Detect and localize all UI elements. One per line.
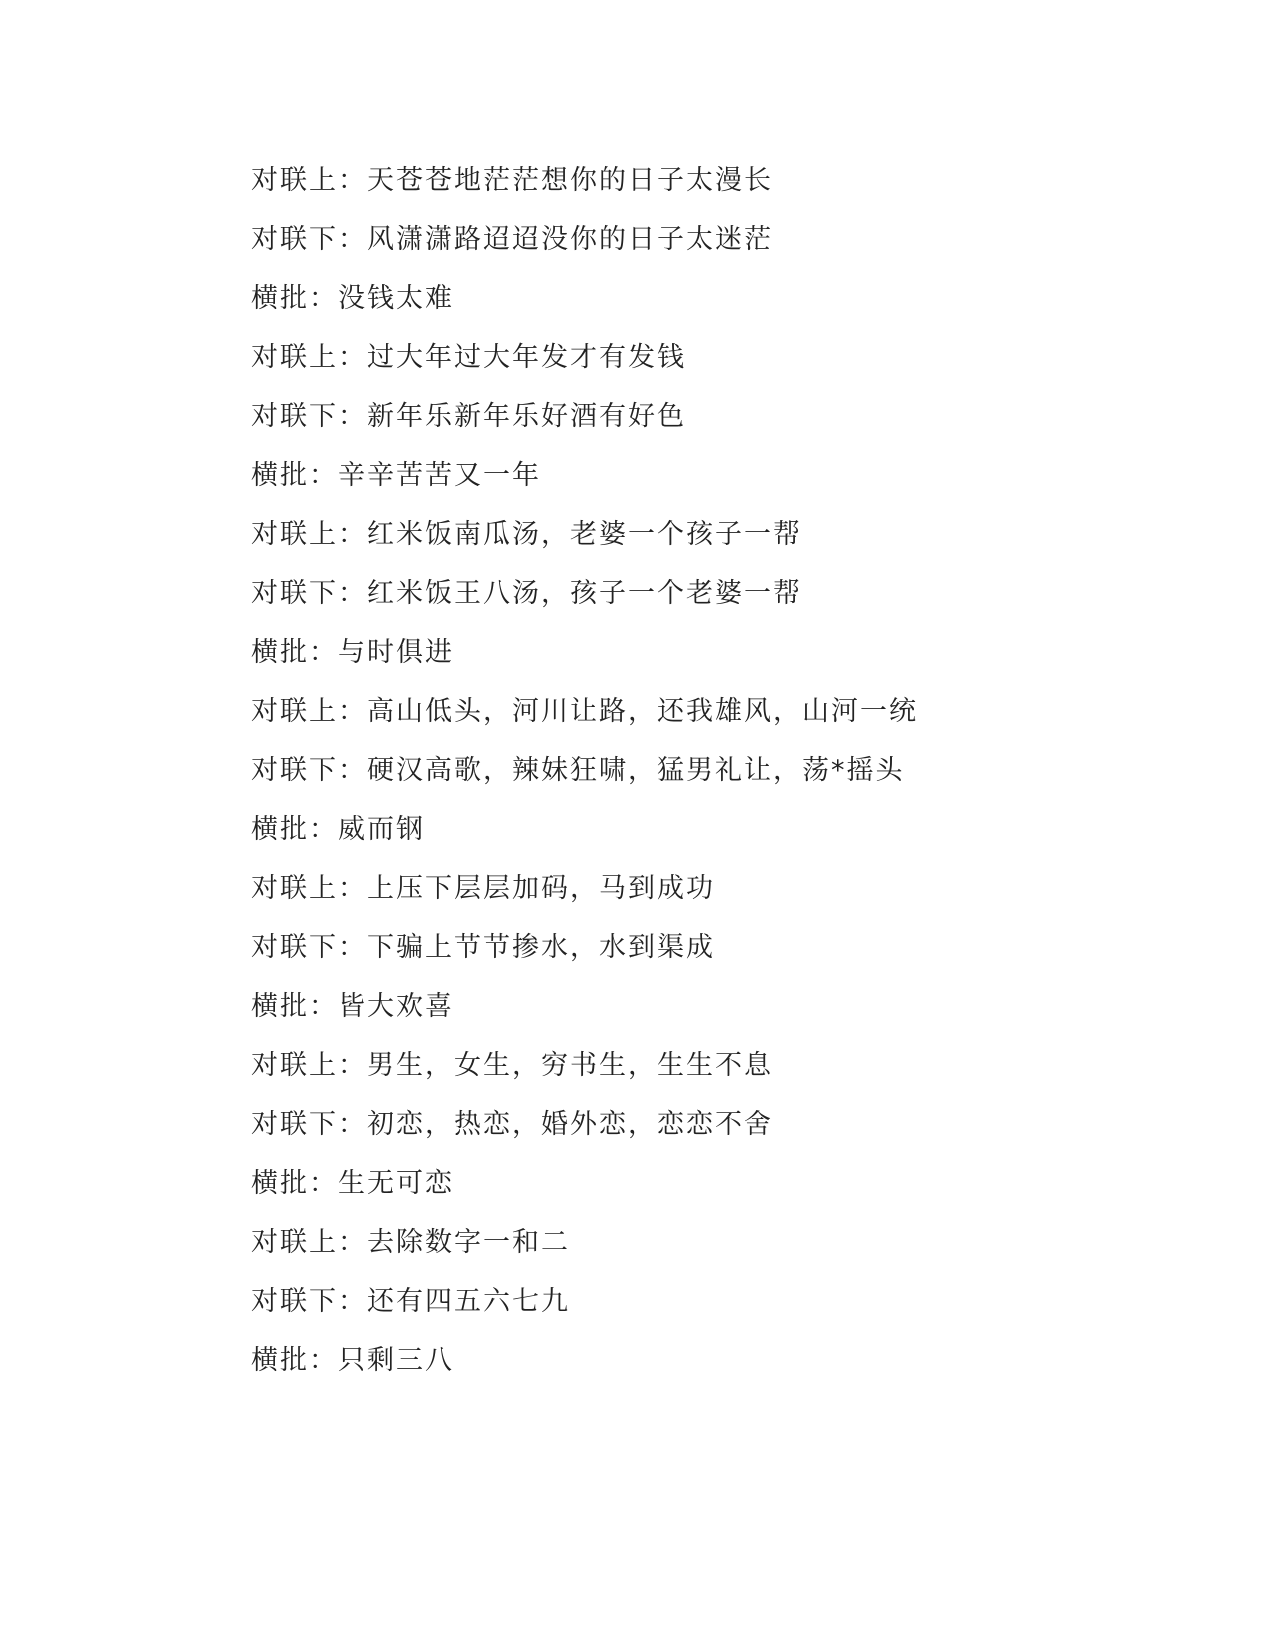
text-line: 对联下：还有四五六七九 [251, 1286, 570, 1317]
text-line: 对联上：高山低头，河川让路，还我雄风，山河一统 [251, 696, 918, 727]
text-line: 横批：辛辛苦苦又一年 [251, 460, 541, 491]
text-line: 横批：威而钢 [251, 814, 425, 845]
text-line: 对联上：上压下层层加码，马到成功 [251, 873, 715, 904]
text-line: 对联下：新年乐新年乐好酒有好色 [251, 401, 686, 432]
text-line: 对联下：风潇潇路迢迢没你的日子太迷茫 [251, 224, 773, 255]
text-line: 对联下：红米饭王八汤，孩子一个老婆一帮 [251, 578, 802, 609]
text-line: 对联上：过大年过大年发才有发钱 [251, 342, 686, 373]
text-line: 横批：没钱太难 [251, 283, 454, 314]
text-line: 横批：与时俱进 [251, 637, 454, 668]
text-line: 横批：只剩三八 [251, 1345, 454, 1376]
text-line: 对联上：天苍苍地茫茫想你的日子太漫长 [251, 165, 773, 196]
text-line: 横批：生无可恋 [251, 1168, 454, 1199]
text-line: 对联下：硬汉高歌，辣妹狂啸，猛男礼让，荡*摇头 [251, 755, 905, 786]
text-line: 对联上：红米饭南瓜汤，老婆一个孩子一帮 [251, 519, 802, 550]
text-line: 对联下：初恋，热恋，婚外恋，恋恋不舍 [251, 1109, 773, 1140]
text-line: 对联下：下骗上节节掺水，水到渠成 [251, 932, 715, 963]
text-line: 对联上：去除数字一和二 [251, 1227, 570, 1258]
text-line: 对联上：男生，女生，穷书生，生生不息 [251, 1050, 773, 1081]
text-line: 横批：皆大欢喜 [251, 991, 454, 1022]
document-body [251, 160, 1151, 1399]
